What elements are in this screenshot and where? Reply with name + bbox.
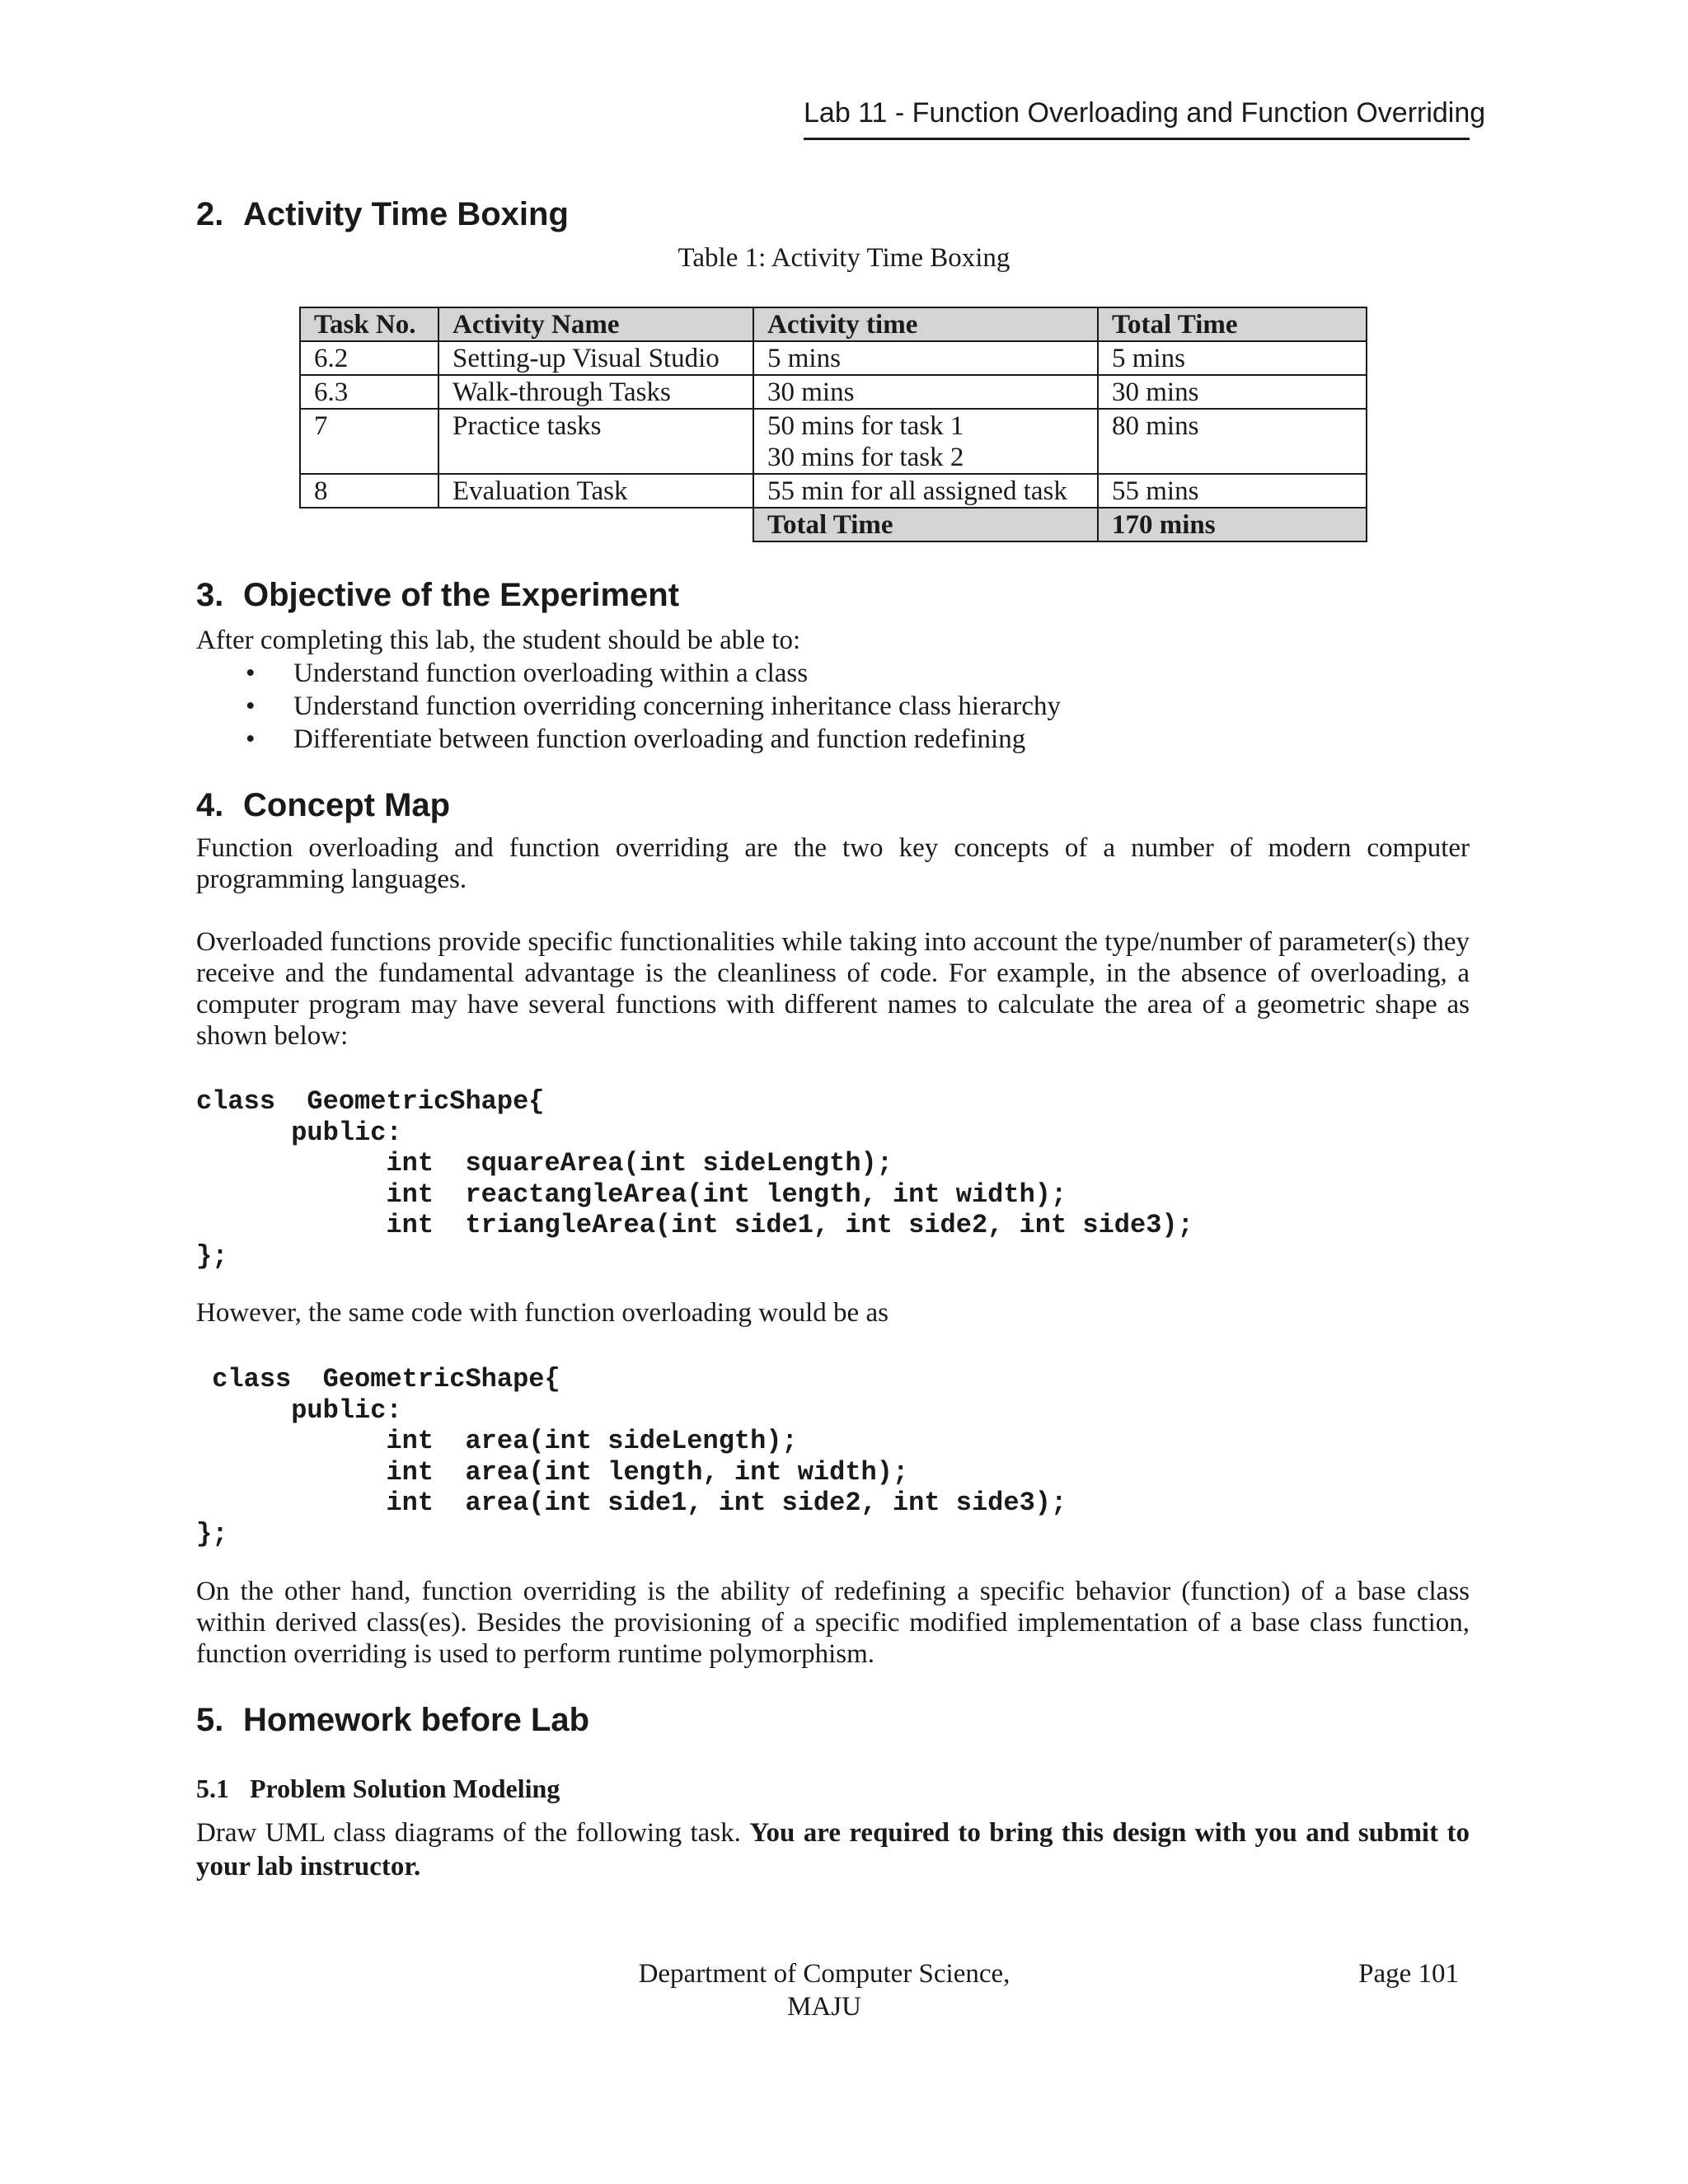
bullet-icon: • <box>246 658 256 688</box>
cell-time-line-1: 50 mins for task 1 <box>767 411 964 441</box>
total-value: 170 mins <box>1098 508 1367 541</box>
bullet-icon: • <box>246 691 256 721</box>
page-header: Lab 11 - Function Overloading and Function Overriding <box>804 97 1470 140</box>
footer-dept-line-2: MAJU <box>787 1992 861 2022</box>
subsection-number: 5.1 <box>196 1774 229 1803</box>
total-label: Total Time <box>753 508 1098 541</box>
concept-paragraph-4: On the other hand, function overriding is the ability of redefining a specific behavior (function) of a base class within derived class(es). Besides the provisioning of a specific modified implementation of a base class function, function overriding is used to perform runtime polymorphism. <box>196 1577 1470 1669</box>
subsection-title: Problem Solution Modeling <box>250 1774 560 1803</box>
list-item-text: Understand function overriding concerning inheritance class hierarchy <box>293 691 1061 721</box>
cell-name: Practice tasks <box>438 409 753 474</box>
header-activity-name: Activity Name <box>438 307 753 341</box>
cell-name: Setting-up Visual Studio <box>438 341 753 375</box>
table-total-row <box>300 508 1367 541</box>
cell-time: 55 min for all assigned task <box>753 474 1098 508</box>
cell-time: 5 mins <box>753 341 1098 375</box>
section-3-heading <box>196 577 679 614</box>
section-5-title: Homework before Lab <box>243 1702 590 1738</box>
list-item <box>196 723 1061 756</box>
list-item <box>196 690 1061 723</box>
section-5-heading <box>196 1702 589 1739</box>
section-4-title: Concept Map <box>243 787 451 823</box>
cell-task: 6.3 <box>300 375 438 409</box>
header-activity-time: Activity time <box>753 307 1098 341</box>
section-3-number: 3. <box>196 577 224 613</box>
cell-name: Evaluation Task <box>438 474 753 508</box>
empty-cell <box>438 508 753 541</box>
list-item-text: Differentiate between function overloading and function redefining <box>293 724 1026 754</box>
header-total-time: Total Time <box>1098 307 1367 341</box>
objective-intro: After completing this lab, the student should be able to: <box>196 626 801 655</box>
section-2-title: Activity Time Boxing <box>243 196 569 232</box>
concept-paragraph-3: However, the same code with function overloading would be as <box>196 1298 889 1328</box>
footer-department <box>577 1957 1071 2023</box>
table-row <box>300 409 1367 474</box>
code-block-overloaded: class GeometricShape{ public: int area(int sideLength); int area(int length, int width); int area(int side1, int side2, int side3); }; <box>196 1364 1067 1549</box>
objective-list <box>196 657 1061 756</box>
table-caption: Table 1: Activity Time Boxing <box>678 243 1010 273</box>
homework-text: Draw UML class diagrams of the following task. <box>196 1818 750 1848</box>
cell-total: 55 mins <box>1098 474 1367 508</box>
activity-time-table <box>299 307 1367 542</box>
section-2-heading <box>196 196 569 233</box>
cell-time-line-2: 30 mins for task 2 <box>767 443 964 472</box>
cell-task: 7 <box>300 409 438 474</box>
cell-time: 30 mins <box>753 375 1098 409</box>
concept-paragraph-2: Overloaded functions provide specific functionalities while taking into account the type/number of parameter(s) they receive and the fundamental advantage is the cleanliness of code. For example, in the absence of overloading, a computer program may have several functions with different names to calculate the area of a geometric shape as shown below: <box>196 927 1470 1051</box>
cell-task: 6.2 <box>300 341 438 375</box>
footer-page-number: Page 101 <box>1358 1959 1459 1989</box>
table-row <box>300 375 1367 409</box>
header-task-no: Task No. <box>300 307 438 341</box>
section-4-heading <box>196 787 450 824</box>
homework-requirement: You are required to bring this design with you and submit to your lab instructor. <box>196 1818 1470 1882</box>
bullet-icon: • <box>246 724 256 754</box>
cell-total: 80 mins <box>1098 409 1367 474</box>
section-3-title: Objective of the Experiment <box>243 577 680 613</box>
cell-task: 8 <box>300 474 438 508</box>
cell-name: Walk-through Tasks <box>438 375 753 409</box>
table-header-row <box>300 307 1367 341</box>
footer-dept-line-1: Department of Computer Science, <box>638 1959 1010 1989</box>
cell-total: 30 mins <box>1098 375 1367 409</box>
table-row <box>300 341 1367 375</box>
subsection-5-1-heading <box>196 1774 560 1804</box>
section-5-number: 5. <box>196 1702 224 1738</box>
section-2-number: 2. <box>196 196 224 232</box>
list-item <box>196 657 1061 690</box>
homework-paragraph <box>196 1816 1470 1884</box>
table-row <box>300 474 1367 508</box>
cell-total: 5 mins <box>1098 341 1367 375</box>
list-item-text: Understand function overloading within a class <box>293 658 809 688</box>
cell-time <box>753 409 1098 474</box>
code-block-separate-names: class GeometricShape{ public: int squareArea(int sideLength); int reactangleArea(int length, int width); int triangleArea(int side1, int side2, int side3); }; <box>196 1086 1193 1272</box>
empty-cell <box>300 508 438 541</box>
section-4-number: 4. <box>196 787 224 823</box>
concept-paragraph-1: Function overloading and function overriding are the two key concepts of a number of modern computer programming languages. <box>196 833 1470 894</box>
